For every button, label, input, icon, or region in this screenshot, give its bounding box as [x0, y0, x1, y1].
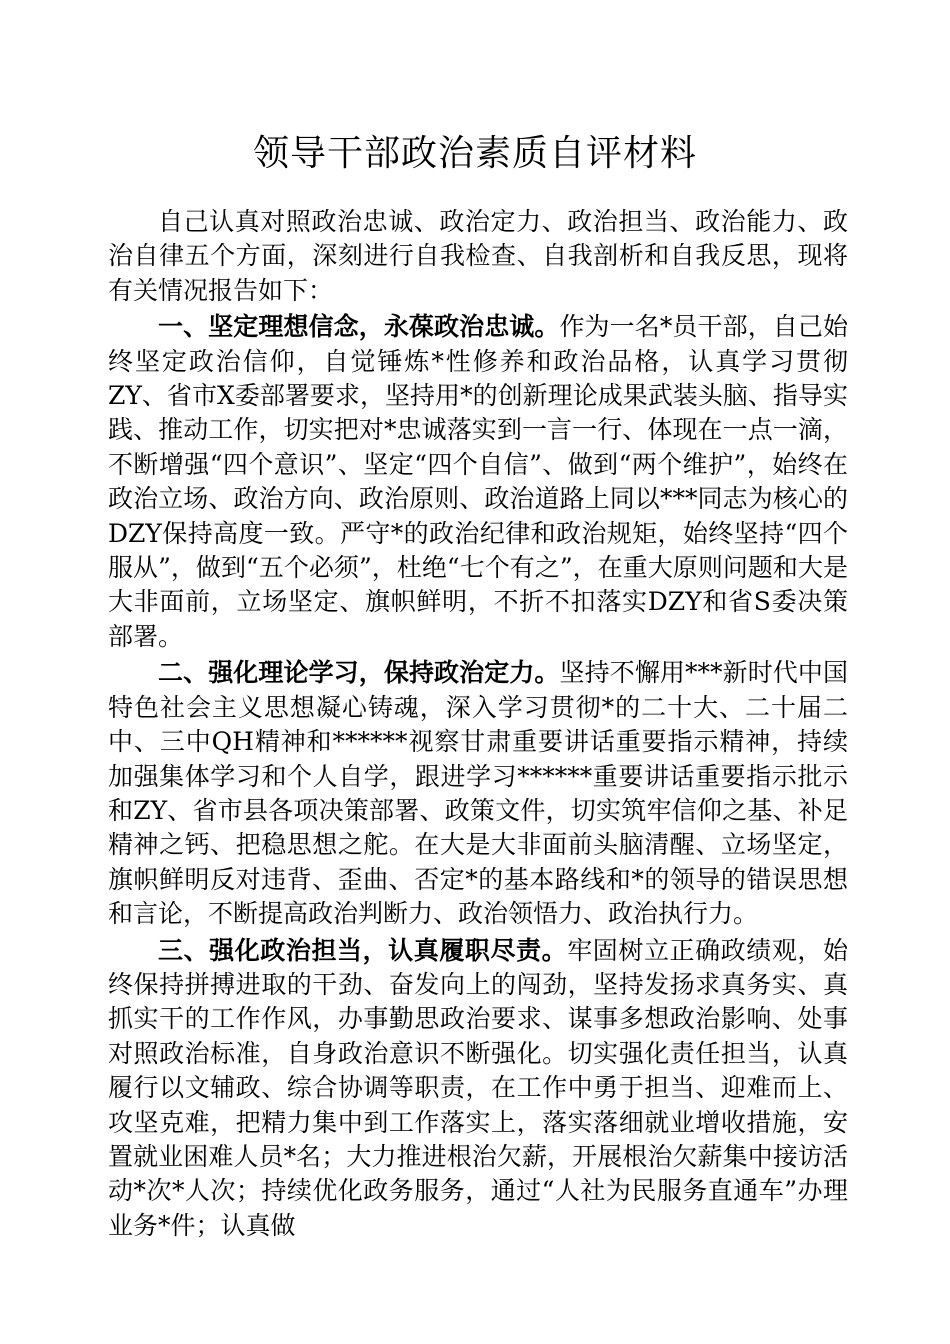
paragraph-section-1: [108, 310, 848, 654]
paragraph-text: 牢固树立正确政绩观，始终保持拼搏进取的干劲、奋发向上的闯劲，坚持发扬求真务实、真抓实干的工作作风，办事勤思政治要求、谋事多想政治影响、处事对照政治标准，自身政治意识不断强化。切实强化责任担当，认真履行以文辅政、综合协调等职责，在工作中勇于担当、迎难而上、攻坚克难，把精力集中到工作落实上，落实落细就业增收措施，安置就业困难人员*名；大力推进根治欠薪，开展根治欠薪集中接访活动*次*人次；持续优化政务服务，通过“人社为民服务直通车”办理业务*件；认真做: [108, 935, 848, 1240]
section-heading: 一、坚定理想信念，永葆政治忠诚。: [158, 312, 560, 342]
paragraph-text: 作为一名*员干部，自己始终坚定政治信仰，自觉锤炼*性修养和政治品格，认真学习贯彻ZY、省市X委部署要求，坚持用*的创新理论成果武装头脑、指导实践、推动工作，切实把对*忠诚落实到一言一行、体现在一点一滴，不断增强“四个意识”、坚定“四个自信”、做到“两个维护”，始终在政治立场、政治方向、政治原则、政治道路上同以***同志为核心的DZY保持高度一致。严守*的政治纪律和政治规矩，始终坚持“四个服从”，做到“五个必须”，杜绝“七个有之”，在重大原则问题和大是大非面前，立场坚定、旗帜鲜明，不折不扣落实DZY和省S委决策部署。: [108, 312, 848, 651]
section-heading: 二、强化理论学习，保持政治定力。: [158, 658, 560, 688]
paragraph-text: 自己认真对照政治忠诚、政治定力、政治担当、政治能力、政治自律五个方面，深刻进行自我检查、自我剖析和自我反思，现将有关情况报告如下：: [108, 207, 848, 305]
section-heading: 三、强化政治担当，认真履职尽责。: [158, 935, 568, 965]
paragraph-text: 坚持不懈用***新时代中国特色社会主义思想凝心铸魂，深入学习贯彻*的二十大、二十届二中、三中QH精神和******视察甘肃重要讲话重要指示精神，持续加强集体学习和个人自学，跟进学习******重要讲话重要指示批示和ZY、省市县各项决策部署、政策文件，切实筑牢信仰之基、补足精神之钙、把稳思想之舵。在大是大非面前头脑清醒、立场坚定，旗帜鲜明反对违背、歪曲、否定*的基本路线和*的领导的错误思想和言论，不断提高政治判断力、政治领悟力、政治执行力。: [108, 658, 848, 929]
document-title: 领导干部政治素质自评材料: [252, 133, 697, 174]
paragraph-section-3: [108, 934, 848, 1244]
document-body: [108, 205, 848, 1245]
paragraph-section-2: [108, 656, 848, 931]
paragraph-intro: [108, 205, 848, 308]
